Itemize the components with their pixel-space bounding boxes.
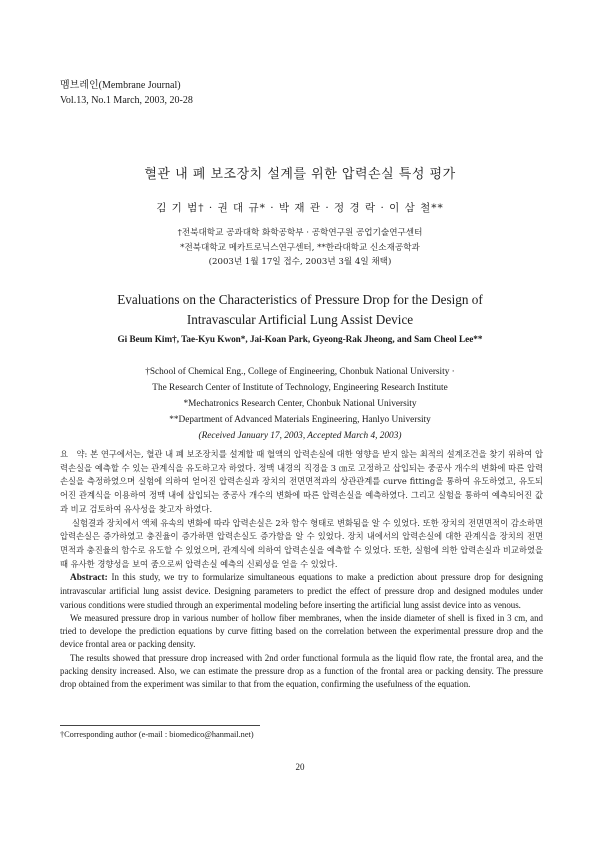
english-authors: Gi Beum Kim†, Tae-Kyu Kwon*, Jai-Koan Park, Gyeong-Rak Jheong, and Sam Cheol Lee** xyxy=(117,334,483,344)
corresponding-author-footnote: †Corresponding author (e-mail : biomedico@hanmail.net) xyxy=(60,730,254,739)
korean-title: 혈관 내 폐 보조장치 설계를 위한 압력손실 특성 평가 xyxy=(144,167,456,182)
english-received-date: (Received January 17, 2003, Accepted March 4, 2003) xyxy=(198,431,402,441)
english-affiliation-4: **Department of Advanced Materials Engineering, Hanlyo University xyxy=(169,415,431,425)
journal-name: 멤브레인(Membrane Journal) xyxy=(60,80,181,91)
korean-affiliation-1: †전북대학교 공과대학 화학공학부 · 공학연구원 공업기술연구센터 xyxy=(177,228,423,238)
english-affiliation-1: †School of Chemical Eng., College of Engineering, Chonbuk National University · xyxy=(145,367,455,377)
english-affiliation-3: *Mechatronics Research Center, Chonbuk National University xyxy=(183,399,417,409)
english-affiliations xyxy=(0,364,600,444)
english-affiliation-2: The Research Center of Institute of Technology, Engineering Research Institute xyxy=(152,383,448,393)
korean-abstract xyxy=(60,448,543,571)
footnote-divider xyxy=(60,725,260,726)
korean-abstract-paragraph-1: 요 약: 본 연구에서는, 혈관 내 폐 보조장치를 설계할 때 혈액의 압력손실에 대한 영향을 받지 않는 최적의 설계조건을 찾기 위하여 압력손실을 예측할 수 있는 관계식을 유도하고자 하였다. 정맥 내경의 직경을 3 ㎝로 고정하고 삽입되는 중공사 개수의 변화에 따른 압력손실을 측정하였으며 실험에 의하여 얻어진 압력손실과 장치의 전면면적과의 상관관계를 curve fitting을 통하여 유도하였고, 유도되어진 관계식을 이용하여 정맥 내에 삽입되는 중공사 개수의 변화에 따른 압력손실을 예측하였다. 그리고 실험을 통하여 예측되어진 값과 비교 검토하여 유사성을 찾고자 하였다. xyxy=(60,449,543,514)
english-abstract-paragraph-1 xyxy=(60,571,543,612)
english-abstract-paragraph-3: The results showed that pressure drop increased with 2nd order functional formula as the liquid flow rate, the frontal area, and the packing density increased. Also, we can estimate the pressure drop as a function of the frontal area or packing density. The pressure drop obtained from the experiment was similar to that from the equation, confirming the usefulness of the equation. xyxy=(60,652,543,690)
korean-authors: 김 기 범† · 권 대 규* · 박 재 관 · 정 경 락 · 이 삼 철** xyxy=(156,202,444,214)
english-title-line-2: Intravascular Artificial Lung Assist Device xyxy=(186,312,414,327)
english-title xyxy=(0,290,600,330)
english-title-line-1: Evaluations on the Characteristics of Pressure Drop for the Design of xyxy=(117,292,483,307)
journal-volume: Vol.13, No.1 March, 2003, 20-28 xyxy=(60,95,193,106)
korean-abstract-paragraph-2: 실험결과 장치에서 액체 유속의 변화에 따라 압력손실은 2차 함수 형태로 변화됨을 알 수 있었다. 또한 장치의 전면면적이 감소하면 압력손실은 증가하였고 충진율이 증가하면 압력손실도 증가함을 알 수 있었다. 장치 내에서의 압력손실에 대한 관계식을 장치의 전면면적과 충진율의 함수로 유도할 수 있었으며, 관계식에 의하여 압력손실을 예측할 수 있었다. 또한, 실험에 의한 압력손실과 비교하였을 때 유사한 경향성을 보여 줌으로써 압력손실 예측의 신뢰성을 얻을 수 있었다. xyxy=(60,517,543,569)
korean-received-date: (2003년 1월 17일 접수, 2003년 3월 4일 채택) xyxy=(208,257,392,267)
english-abstract-paragraph-2: We measured pressure drop in various number of hollow fiber membranes, when the inside diameter of shell is fixed in 3 cm, and tried to develope the prediction equations by curve fitting based on the correlation between the experimental pressure drop and the device frontal area or packing density. xyxy=(60,612,543,650)
english-abstract xyxy=(60,571,543,692)
page-number: 20 xyxy=(295,762,305,772)
journal-header xyxy=(60,78,193,108)
korean-affiliations xyxy=(0,226,600,270)
abstract-label: Abstract: xyxy=(70,573,108,583)
korean-affiliation-2: *전북대학교 메카트로닉스연구센터, **한라대학교 신소재공학과 xyxy=(180,242,420,253)
english-abstract-paragraph-1-text: In this study, we try to formularize simultaneous equations to make a prediction about pressure drop for designing intravascular artificial lung assist device. Designing parameters to predict the effect of pressure drop and designed modules under various conditions were studied through an experimental modeling before inserting the artificial lung assist device into as venous. xyxy=(60,572,544,610)
